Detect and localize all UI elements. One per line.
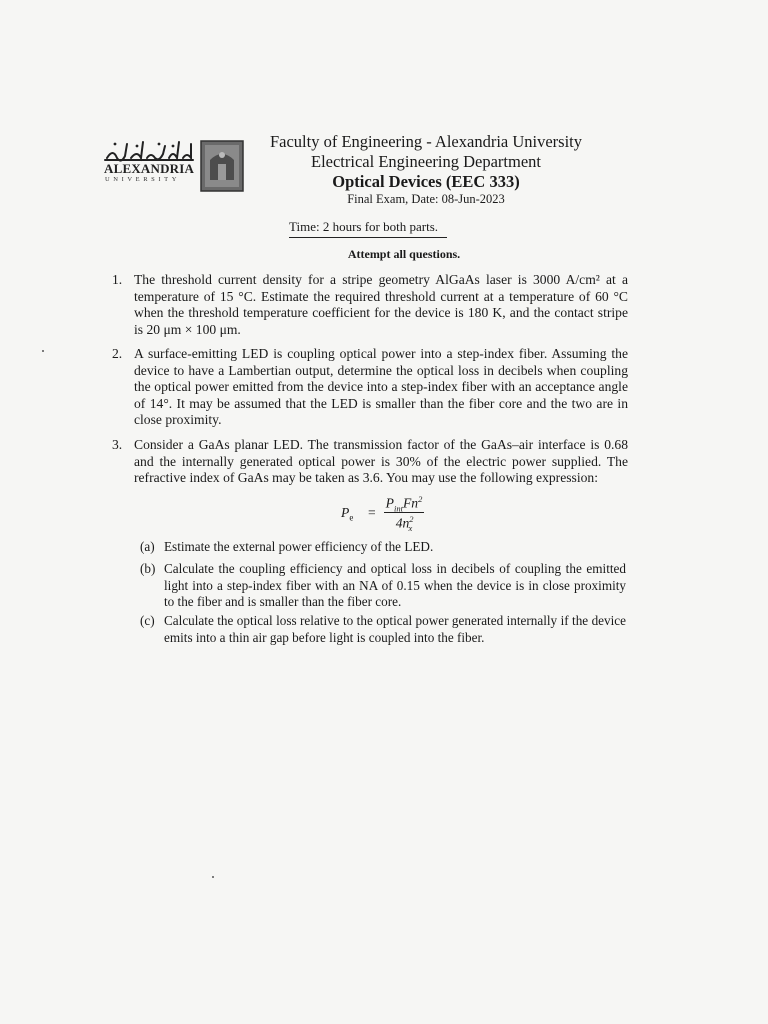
formula-numerator: $P_{int}Fn^2$ [385, 494, 423, 514]
question-3b [140, 561, 626, 611]
question-text: A surface-emitting LED is coupling optical power into a step-index fiber. Assuming the device to have a Lambertian output, determine the optical loss in decibels when coupling the optical power emitted from the device into a step-index fiber with an acceptance angle of 14°. It may be assumed that the LED is smaller than the fiber core and the two are in close proximity. [134, 346, 628, 427]
question-2 [112, 346, 628, 429]
exam-time: Time: 2 hours for both parts. [289, 219, 447, 238]
part-label: (c) [140, 613, 155, 628]
scan-speck [212, 876, 214, 878]
question-3 [112, 437, 628, 487]
course-title: Optical Devices (EEC 333) [332, 172, 520, 191]
logo-name: ALEXANDRIA [104, 161, 195, 176]
question-number: 3. [112, 437, 123, 452]
department-title: Electrical Engineering Department [311, 152, 541, 171]
question-3a [140, 539, 626, 556]
question-number: 2. [112, 346, 123, 361]
instruction: Attempt all questions. [347, 247, 461, 261]
exam-date: Final Exam, Date: 08-Jun-2023 [347, 192, 505, 206]
formula-denominator: $4n^2_x$ [395, 514, 414, 534]
part-text: Calculate the optical loss relative to the optical power generated internally if the device emits into a thin air gap before light is coupled into the fiber. [164, 613, 626, 645]
question-text: Consider a GaAs planar LED. The transmission factor of the GaAs–air interface is 0.68 and the internally generated optical power is 30% of the electric power supplied. The refractive index of GaAs may be taken as 3.6. You may use the following expression: [134, 437, 628, 485]
part-label: (a) [140, 539, 155, 554]
scan-speck [42, 350, 44, 352]
formula-fraction [384, 494, 424, 533]
logo-subtitle: UNIVERSITY [105, 176, 180, 183]
question-text: The threshold current density for a stripe geometry AlGaAs laser is 3000 A/cm² at a temperature of 15 °C. Estimate the required threshold current at a temperature of 60 °C when the threshold temperature coefficient for the device is 180 K, and the contact stripe is 20 μm × 100 μm. [134, 272, 628, 337]
question-3c [140, 613, 626, 646]
part-label: (b) [140, 561, 156, 576]
faculty-title: Faculty of Engineering - Alexandria University [269, 132, 583, 151]
formula-lhs: $P_e$ [341, 505, 354, 523]
efficiency-formula [334, 494, 444, 534]
part-text: Calculate the coupling efficiency and optical loss in decibels of coupling the emitted light into a step-index fiber with an NA of 0.15 when the device is in close proximity to the fiber and is smaller than the fiber core. [164, 561, 626, 609]
part-text: Estimate the external power efficiency of the LED. [164, 539, 434, 554]
fraction-bar [384, 512, 424, 513]
formula-equals: = [368, 505, 376, 520]
question-1 [112, 272, 628, 338]
question-number: 1. [112, 272, 123, 287]
